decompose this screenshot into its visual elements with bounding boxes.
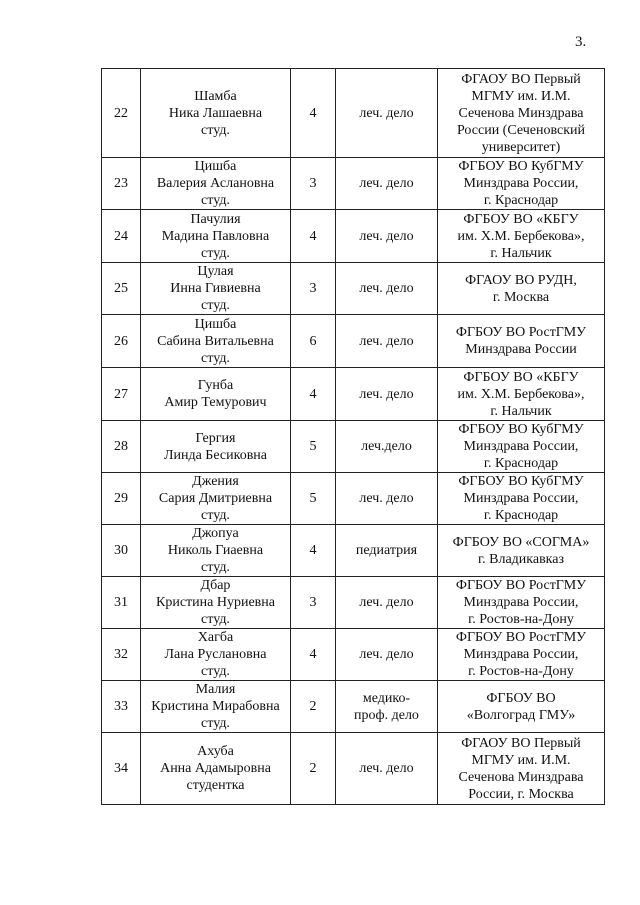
table-row <box>102 69 605 158</box>
university-cell-line: г. Нальчик <box>490 403 552 419</box>
student-name-cell <box>141 577 291 629</box>
university-cell-line: г. Краснодар <box>483 508 559 523</box>
university-cell <box>438 263 605 315</box>
student-name-cell <box>141 210 291 263</box>
university-cell <box>438 210 605 263</box>
table-row <box>102 158 605 210</box>
course-cell: 4 <box>291 69 336 158</box>
student-name-cell-line: Кристина Нуриевна <box>156 595 275 610</box>
university-cell-line: ФГБОУ ВО КубГМУ <box>458 474 584 489</box>
university-cell-line: ФГБОУ ВО РостГМУ <box>455 325 587 340</box>
university-cell <box>438 733 605 805</box>
university-cell-line: Сеченова Минздрава <box>458 105 584 121</box>
table-row <box>102 681 605 733</box>
student-name-cell-line: Гунба <box>197 378 234 393</box>
student-name-cell-line: Сабина Витальевна <box>157 333 274 349</box>
university-cell-line: Минздрава России <box>465 342 577 357</box>
university-cell-line: «Волгоград ГМУ» <box>466 707 576 723</box>
specialty-cell-line: леч. дело <box>359 176 414 191</box>
course-cell: 2 <box>291 681 336 733</box>
specialty-cell-line: медико- <box>362 690 411 706</box>
table-row <box>102 577 605 629</box>
specialty-cell-line: леч. дело <box>359 491 414 506</box>
university-cell-line: г. Владикавказ <box>477 551 565 567</box>
university-cell-line: ФГАОУ ВО Первый <box>461 735 581 751</box>
specialty-cell <box>336 263 438 315</box>
row-number-cell: 25 <box>102 263 141 315</box>
university-cell-line: ФГБОУ ВО КубГМУ <box>458 422 584 437</box>
student-name-cell-line: Пачулия <box>190 211 241 227</box>
university-cell-line: России (Сеченовский <box>456 122 585 138</box>
student-name-cell-line: Сария Дмитриевна <box>158 491 273 506</box>
specialty-cell-line: педиатрия <box>355 543 418 558</box>
university-cell-line: Минздрава России, <box>463 647 579 662</box>
table-row <box>102 733 605 805</box>
student-name-cell-line: студ. <box>201 298 230 313</box>
student-name-cell-line: Гергия <box>195 430 236 446</box>
university-cell <box>438 421 605 473</box>
course-cell: 4 <box>291 525 336 577</box>
student-name-cell-line: Дбар <box>200 578 231 593</box>
university-cell-line: МГМУ им. И.М. <box>471 88 571 104</box>
specialty-cell-line: леч. дело <box>359 228 414 244</box>
specialty-cell <box>336 473 438 525</box>
university-cell-line: г. Нальчик <box>490 245 552 261</box>
university-cell-line: им. Х.М. Бербекова», <box>457 228 585 244</box>
specialty-cell <box>336 577 438 629</box>
university-cell-line: ФГБОУ ВО РостГМУ <box>455 578 587 593</box>
row-number-cell: 31 <box>102 577 141 629</box>
student-name-cell <box>141 733 291 805</box>
row-number-cell: 32 <box>102 629 141 681</box>
table-row <box>102 525 605 577</box>
university-cell-line: ФГБОУ ВО КубГМУ <box>458 159 584 174</box>
student-name-cell-line: студ. <box>201 560 230 575</box>
course-cell: 5 <box>291 473 336 525</box>
specialty-cell <box>336 681 438 733</box>
university-cell-line: Минздрава России, <box>463 439 579 454</box>
specialty-cell-line: леч.дело <box>361 439 412 454</box>
university-cell-line: ФГБОУ ВО <box>486 690 556 706</box>
student-name-cell-line: Шамба <box>194 88 237 104</box>
specialty-cell <box>336 629 438 681</box>
university-cell-line: МГМУ им. И.М. <box>471 752 571 768</box>
specialty-cell-line: леч. дело <box>359 333 414 349</box>
university-cell <box>438 577 605 629</box>
university-cell-line: ФГБОУ ВО «КБГУ <box>463 369 579 385</box>
student-name-cell-line: Хагба <box>197 630 234 645</box>
university-cell <box>438 368 605 421</box>
university-cell-line: ФГАОУ ВО РУДН, <box>465 272 577 288</box>
student-name-cell-line: Цишба <box>194 159 237 174</box>
student-name-cell-line: студ. <box>201 508 230 523</box>
specialty-cell-line: леч. дело <box>359 761 414 776</box>
course-cell: 4 <box>291 629 336 681</box>
student-name-cell-line: Ника Лашаевна <box>168 105 263 121</box>
student-name-cell-line: Кристина Мирабовна <box>151 699 280 714</box>
student-name-cell-line: студентка <box>186 778 245 793</box>
university-cell <box>438 629 605 681</box>
table-row <box>102 473 605 525</box>
course-cell: 3 <box>291 158 336 210</box>
university-cell-line: г. Краснодар <box>483 456 559 471</box>
student-name-cell-line: Мадина Павловна <box>161 228 270 244</box>
student-name-cell <box>141 473 291 525</box>
student-name-cell-line: студ. <box>201 350 230 366</box>
university-cell-line: Минздрава России, <box>463 176 579 191</box>
university-cell <box>438 525 605 577</box>
course-cell: 3 <box>291 577 336 629</box>
table-row <box>102 421 605 473</box>
course-cell: 5 <box>291 421 336 473</box>
row-number-cell: 23 <box>102 158 141 210</box>
specialty-cell <box>336 525 438 577</box>
table-row <box>102 629 605 681</box>
student-name-cell-line: Амир Темурович <box>164 395 267 410</box>
student-name-cell-line: студ. <box>201 122 230 138</box>
specialty-cell <box>336 368 438 421</box>
student-name-cell-line: Николь Гиаевна <box>167 543 264 558</box>
table-row <box>102 210 605 263</box>
row-number-cell: 26 <box>102 315 141 368</box>
table-row <box>102 315 605 368</box>
specialty-cell <box>336 210 438 263</box>
table-row <box>102 263 605 315</box>
student-name-cell-line: студ. <box>201 716 230 731</box>
university-cell-line: ФГБОУ ВО РостГМУ <box>455 630 587 645</box>
student-name-cell-line: Цулая <box>197 264 234 279</box>
row-number-cell: 28 <box>102 421 141 473</box>
university-cell-line: Минздрава России, <box>463 491 579 506</box>
student-name-cell-line: Анна Адамыровна <box>160 761 271 776</box>
university-cell-line: им. Х.М. Бербекова», <box>457 386 585 402</box>
university-cell-line: г. Москва <box>492 289 550 305</box>
student-name-cell <box>141 681 291 733</box>
university-cell-line: Сеченова Минздрава <box>458 769 584 785</box>
university-cell <box>438 315 605 368</box>
university-cell <box>438 158 605 210</box>
university-cell-line: университет) <box>481 139 561 155</box>
specialty-cell-line: проф. дело <box>354 707 419 723</box>
student-name-cell-line: Инна Гивиевна <box>170 281 261 296</box>
student-name-cell-line: Линда Бесиковна <box>163 447 268 463</box>
university-cell <box>438 681 605 733</box>
specialty-cell-line: леч. дело <box>359 647 414 662</box>
student-name-cell <box>141 69 291 158</box>
students-table <box>101 68 605 805</box>
university-cell-line: г. Ростов-на-Дону <box>468 664 574 679</box>
table-body <box>102 69 605 805</box>
row-number-cell: 22 <box>102 69 141 158</box>
course-cell: 2 <box>291 733 336 805</box>
student-name-cell-line: Цишба <box>194 316 237 332</box>
specialty-cell <box>336 69 438 158</box>
university-cell-line: ФГБОУ ВО «КБГУ <box>463 211 579 227</box>
row-number-cell: 27 <box>102 368 141 421</box>
specialty-cell-line: леч. дело <box>359 281 414 296</box>
specialty-cell-line: леч. дело <box>359 105 414 121</box>
specialty-cell <box>336 421 438 473</box>
student-name-cell-line: Валерия Аслановна <box>156 176 275 191</box>
university-cell <box>438 69 605 158</box>
course-cell: 4 <box>291 210 336 263</box>
page-number: 3. <box>575 34 587 50</box>
university-cell-line: России, г. Москва <box>468 786 574 802</box>
row-number-cell: 33 <box>102 681 141 733</box>
row-number-cell: 29 <box>102 473 141 525</box>
student-name-cell-line: Лана Руслановна <box>164 647 267 662</box>
university-cell-line: ФГБОУ ВО «СОГМА» <box>452 534 590 550</box>
student-name-cell <box>141 315 291 368</box>
university-cell <box>438 473 605 525</box>
student-name-cell-line: студ. <box>201 245 230 261</box>
specialty-cell <box>336 158 438 210</box>
course-cell: 3 <box>291 263 336 315</box>
student-name-cell-line: студ. <box>201 664 230 679</box>
university-cell-line: г. Краснодар <box>483 193 559 208</box>
student-name-cell <box>141 263 291 315</box>
university-cell-line: Минздрава России, <box>463 595 579 610</box>
university-cell-line: ФГАОУ ВО Первый <box>461 71 581 87</box>
student-name-cell <box>141 158 291 210</box>
student-name-cell <box>141 629 291 681</box>
student-name-cell <box>141 525 291 577</box>
course-cell: 6 <box>291 315 336 368</box>
student-name-cell-line: Ахуба <box>197 744 234 759</box>
student-name-cell-line: Джопуа <box>192 526 239 541</box>
student-name-cell-line: Малия <box>195 682 236 697</box>
specialty-cell-line: леч. дело <box>359 386 414 402</box>
university-cell-line: г. Ростов-на-Дону <box>468 612 574 627</box>
course-cell: 4 <box>291 368 336 421</box>
student-name-cell-line: студ. <box>201 612 230 627</box>
student-name-cell-line: Джения <box>192 474 239 489</box>
specialty-cell <box>336 733 438 805</box>
specialty-cell <box>336 315 438 368</box>
row-number-cell: 34 <box>102 733 141 805</box>
student-name-cell <box>141 421 291 473</box>
specialty-cell-line: леч. дело <box>359 595 414 610</box>
table-row <box>102 368 605 421</box>
row-number-cell: 24 <box>102 210 141 263</box>
student-name-cell-line: студ. <box>201 193 230 208</box>
student-name-cell <box>141 368 291 421</box>
row-number-cell: 30 <box>102 525 141 577</box>
